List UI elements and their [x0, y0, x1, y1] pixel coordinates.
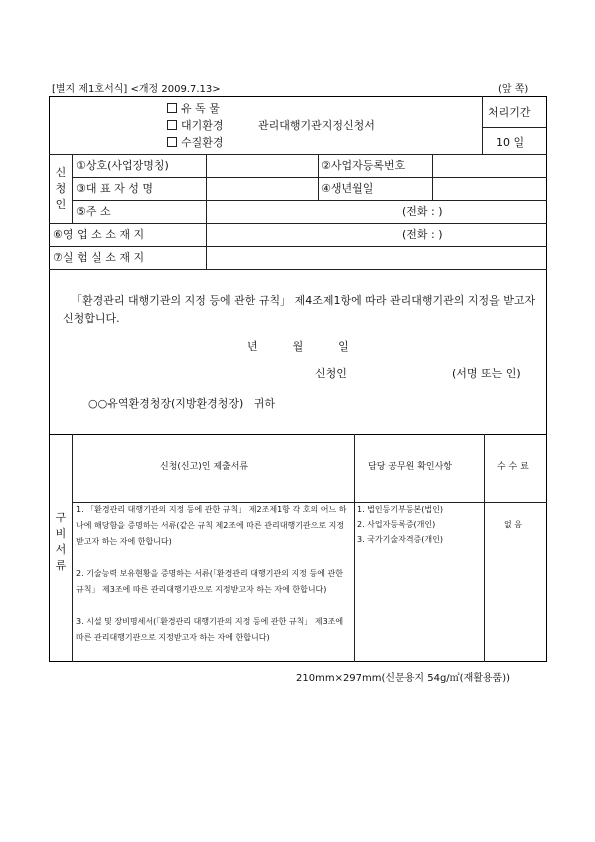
representative-label: ③대 표 자 성 명 [76, 182, 153, 195]
submit-doc-3: 3. 시설 및 장비명세서(「환경관리 대행기관의 지정 등에 관한 규칙」 제3조에 따른 관리대행기관으로 지정받고자 하는 자에 한합니다) [76, 617, 344, 642]
office-phone: (전화 : ) [402, 228, 443, 241]
fee-value: 없 음 [504, 520, 522, 529]
checkbox-icon [167, 120, 177, 130]
processing-period-label: 처리기간 [488, 106, 531, 119]
company-field[interactable] [207, 155, 317, 177]
paper-size-note: 210mm×297mm(신문용지 54g/㎡(재활용품)) [296, 673, 511, 684]
reg-no-label: ②사업자등록번호 [321, 159, 406, 172]
form-title: 관리대행기관지정신청서 [258, 119, 375, 132]
birth-label: ④생년월일 [321, 182, 374, 195]
checkbox-water[interactable]: 수질환경 [167, 137, 224, 148]
address-label: ⑤주 소 [76, 205, 111, 218]
docs-col-check: 담당 공무원 확인사항 [368, 462, 452, 472]
company-label: ①상호(사업장명칭) [76, 159, 169, 172]
submit-doc-2: 2. 기술능력 보유현황을 증명하는 서류(「환경관리 대행기관의 지정 등에 관한 규칙」 제3조에 따른 관리대행기관으로 지정받고자 하는 자에 한합니다) [76, 569, 343, 594]
lab-label: ⑦실 험 실 소 재 지 [53, 251, 145, 264]
birth-field[interactable] [433, 178, 545, 200]
submit-doc-1: 1. 「환경관리 대행기관의 지정 등에 관한 규칙」 제2조제1항 각 호의 어느 하나에 해당함을 증명하는 서류(같은 규칙 제2조에 따른 관리대행기관으로 지정받고자 하는 자에 한합니다) [76, 505, 347, 546]
checkbox-icon [167, 137, 177, 147]
reg-no-field[interactable] [433, 155, 545, 177]
checkbox-icon [167, 103, 177, 113]
checkbox-air[interactable]: 대기환경 [167, 120, 224, 131]
date-line: 년 월 일 [247, 340, 349, 353]
recipient: ○○유역환경청장(지방환경청장) 귀하 [88, 397, 276, 410]
docs-col-submit: 신청(신고)인 제출서류 [160, 462, 249, 472]
docs-side-label: 구비서류 [55, 511, 67, 572]
application-statement: 「환경관리 대행기관의 지정 등에 관한 규칙」 제4조제1항에 따라 관리대행기관의 지정을 받고자 신청합니다. [63, 294, 536, 325]
applicant-side-label: 신청인 [55, 166, 67, 211]
page-side-label: (앞 쪽) [498, 84, 529, 95]
lab-field[interactable] [207, 247, 545, 269]
office-label: ⑥영 업 소 소 재 지 [53, 228, 145, 241]
checkbox-toxic[interactable]: 유 독 물 [167, 103, 220, 114]
address-phone: (전화 : ) [402, 205, 443, 218]
check-item-1: 1. 법인등기부등본(법인) [357, 505, 443, 514]
form-number: [별지 제1호서식] <개정 2009.7.13> [52, 84, 221, 95]
processing-period-value: 10 일 [496, 136, 525, 149]
applicant-signature-label: 신청인 [315, 367, 347, 380]
representative-field[interactable] [207, 178, 317, 200]
check-item-3: 3. 국가기술자격증(개인) [357, 535, 443, 544]
signature-note: (서명 또는 인) [452, 367, 521, 380]
docs-col-fee: 수 수 료 [497, 462, 529, 472]
check-item-2: 2. 사업자등록증(개인) [357, 520, 436, 529]
